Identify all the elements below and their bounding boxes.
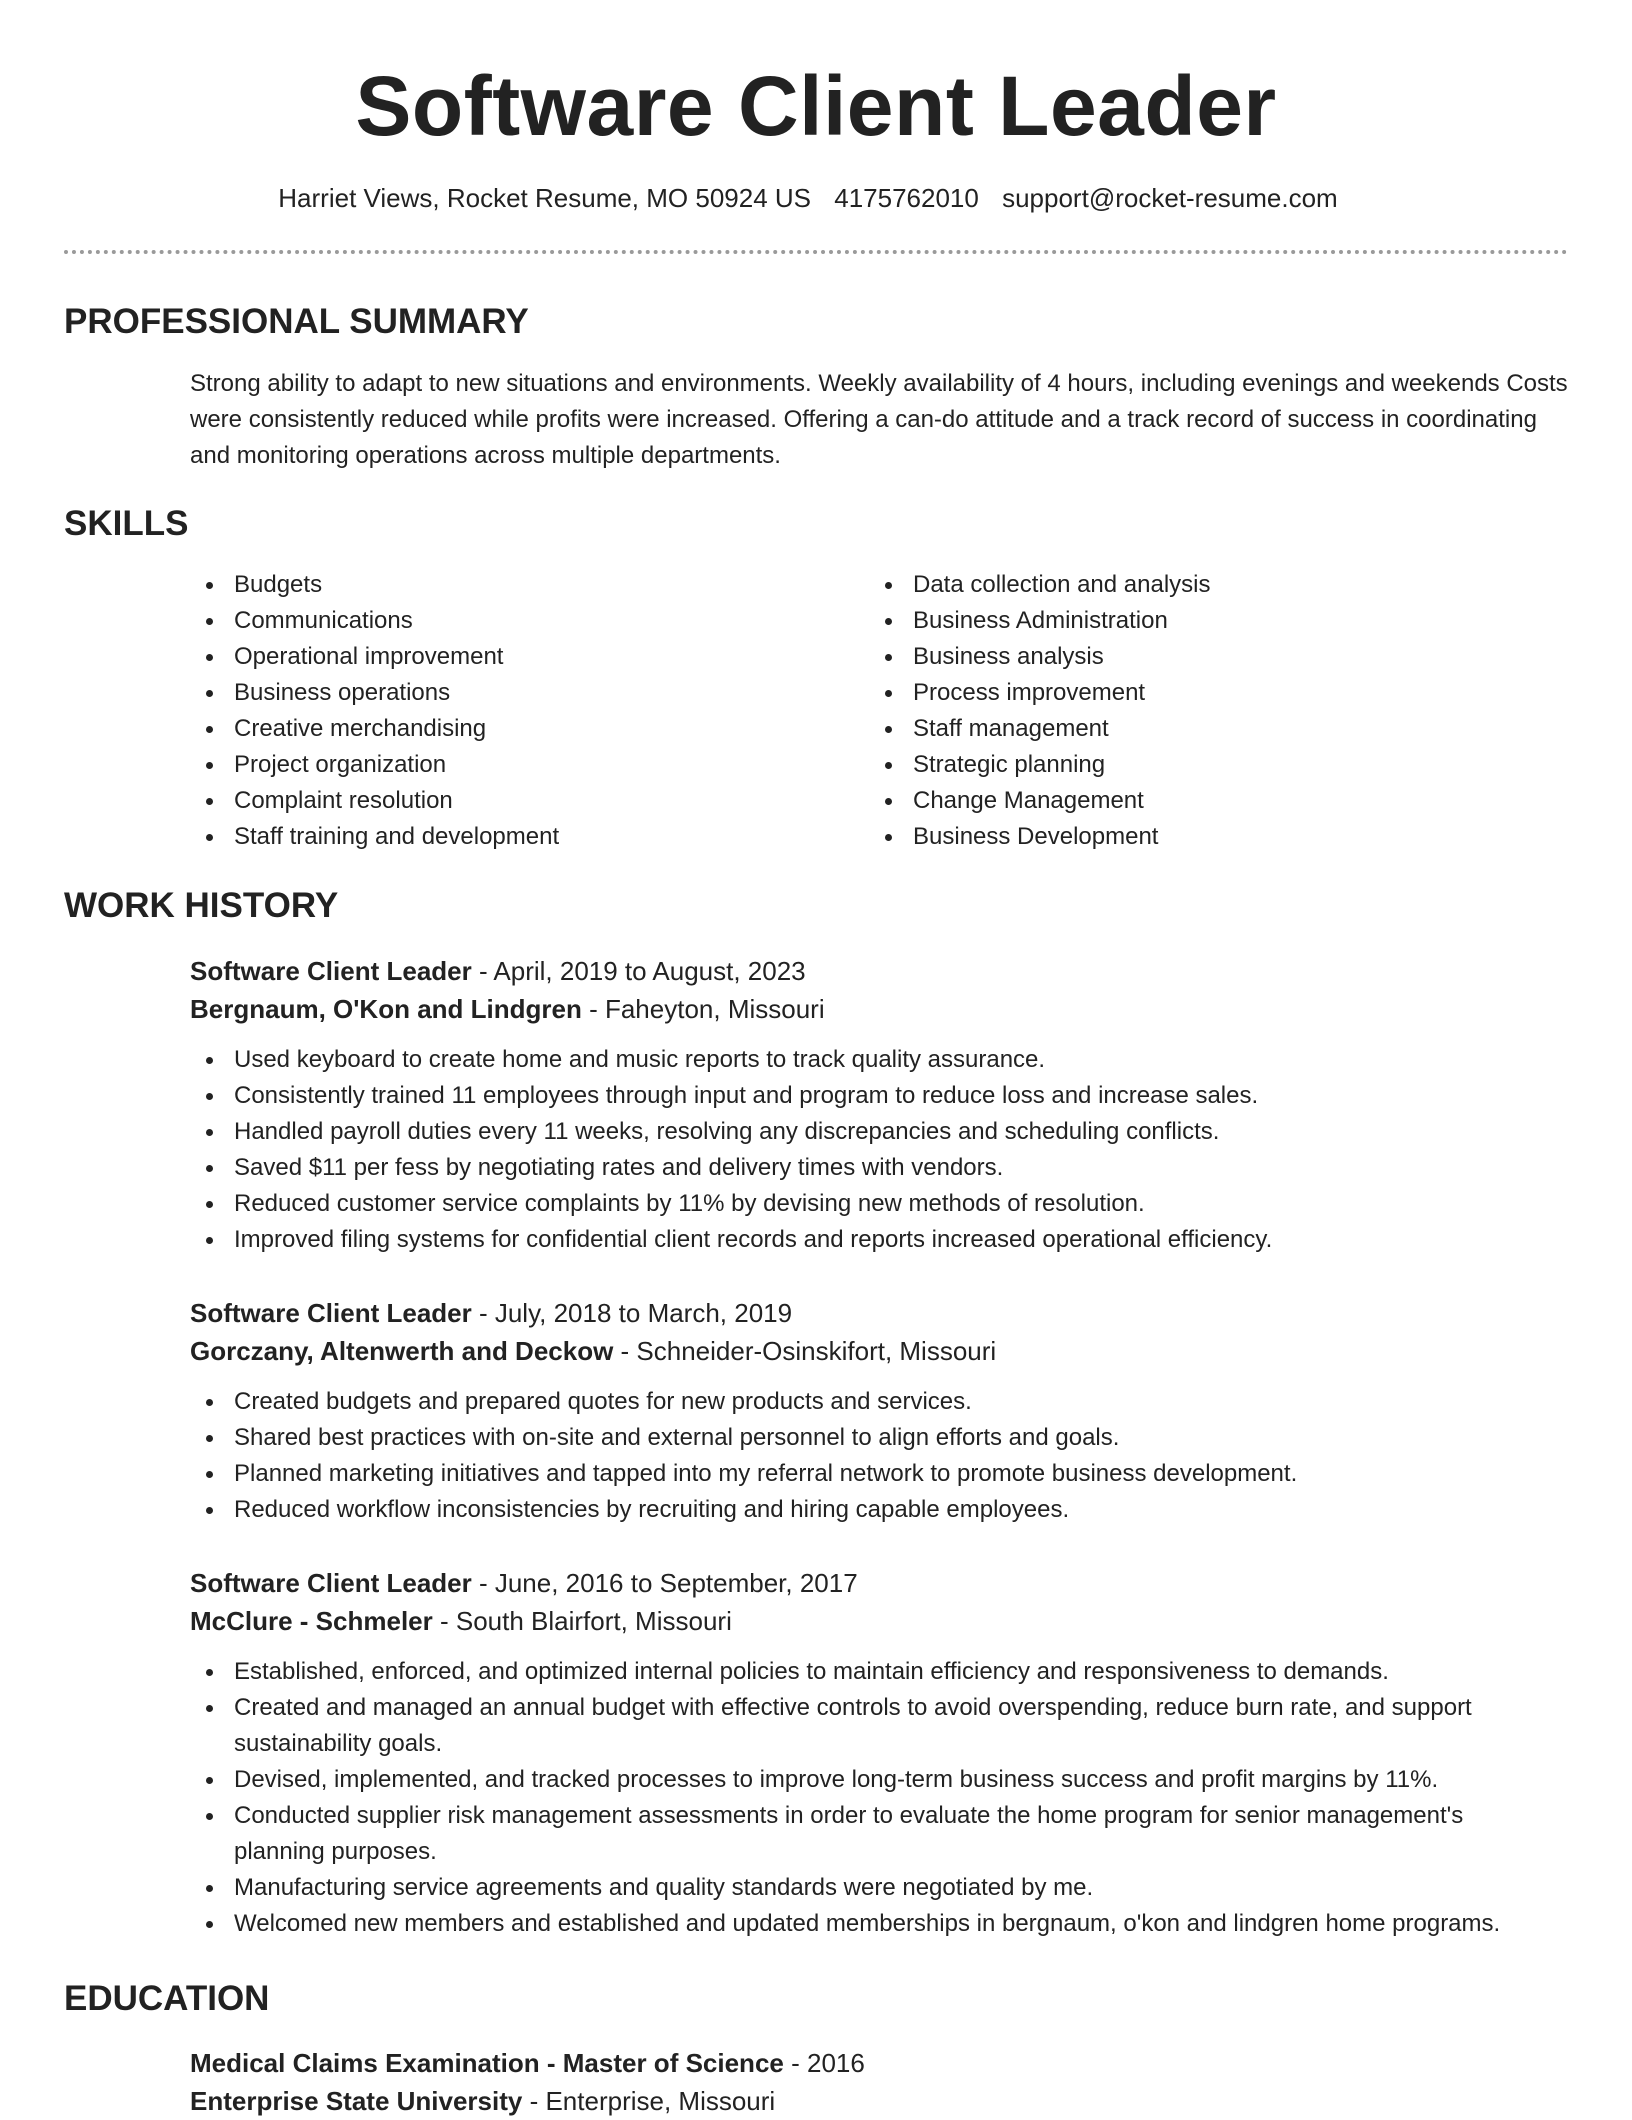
school-line bbox=[190, 2082, 1590, 2120]
job-role: Software Client Leader bbox=[190, 956, 472, 986]
job-entry bbox=[190, 1294, 1590, 1528]
skill-item: Data collection and analysis bbox=[869, 567, 1569, 603]
job-company: McClure - Schmeler bbox=[190, 1606, 433, 1636]
job-duty: Handled payroll duties every 11 weeks, resolving any discrepancies and scheduling conflicts. bbox=[190, 1114, 1550, 1150]
job-duty: Conducted supplier risk management assessments in order to evaluate the home program for senior management's planning purposes. bbox=[190, 1798, 1550, 1870]
job-entry bbox=[190, 1564, 1590, 1942]
contact-line bbox=[0, 180, 1616, 216]
job-title-line bbox=[190, 1564, 1590, 1602]
job-company: Gorczany, Altenwerth and Deckow bbox=[190, 1336, 614, 1366]
summary-text: Strong ability to adapt to new situations and environments. Weekly availability of 4 hours, including evenings and weekends Costs were consistently reduced while profits were increased. Offering a can-do attitude and a track record of success in coordinating and monitoring operations across multiple departments. bbox=[190, 370, 1568, 469]
job-company-line bbox=[190, 1602, 1590, 1640]
skills-list-left bbox=[190, 567, 840, 855]
job-duty: Created budgets and prepared quotes for new products and services. bbox=[190, 1384, 1550, 1420]
job-dates: - July, 2018 to March, 2019 bbox=[471, 1298, 793, 1328]
skill-item: Business Administration bbox=[869, 603, 1569, 639]
job-role: Software Client Leader bbox=[190, 1568, 472, 1598]
degree-line bbox=[190, 2044, 1590, 2082]
job-location: - Faheyton, Missouri bbox=[581, 994, 825, 1024]
job-company: Bergnaum, O'Kon and Lindgren bbox=[190, 994, 582, 1024]
skill-item: Strategic planning bbox=[869, 747, 1569, 783]
header-divider bbox=[64, 250, 1568, 254]
job-duties bbox=[190, 1042, 1550, 1258]
job-title-line bbox=[190, 1294, 1590, 1332]
contact-phone: 4175762010 bbox=[834, 183, 979, 213]
job-duty: Used keyboard to create home and music reports to track quality assurance. bbox=[190, 1042, 1550, 1078]
degree-year: - 2016 bbox=[783, 2048, 865, 2078]
education-heading: EDUCATION bbox=[64, 1979, 270, 2018]
skill-item: Business operations bbox=[190, 675, 840, 711]
skills-list-right bbox=[869, 567, 1569, 855]
skill-item: Staff management bbox=[869, 711, 1569, 747]
job-title-line bbox=[190, 952, 1590, 990]
school-location: - Enterprise, Missouri bbox=[522, 2086, 776, 2116]
work-history-heading: WORK HISTORY bbox=[64, 886, 339, 925]
skill-item: Communications bbox=[190, 603, 840, 639]
job-duty: Established, enforced, and optimized internal policies to maintain efficiency and responsiveness to demands. bbox=[190, 1654, 1550, 1690]
job-duty: Improved filing systems for confidential client records and reports increased operational efficiency. bbox=[190, 1222, 1550, 1258]
job-company-line bbox=[190, 990, 1590, 1028]
summary-heading: PROFESSIONAL SUMMARY bbox=[64, 302, 529, 341]
job-duty: Devised, implemented, and tracked processes to improve long-term business success and profit margins by 11%. bbox=[190, 1762, 1550, 1798]
skill-item: Complaint resolution bbox=[190, 783, 840, 819]
job-duty: Welcomed new members and established and updated memberships in bergnaum, o'kon and lindgren home programs. bbox=[190, 1906, 1550, 1942]
job-dates: - June, 2016 to September, 2017 bbox=[471, 1568, 858, 1598]
job-duty: Created and managed an annual budget with effective controls to avoid overspending, reduce burn rate, and support sustainability goals. bbox=[190, 1690, 1550, 1762]
job-entry bbox=[190, 952, 1590, 1258]
job-duty: Manufacturing service agreements and quality standards were negotiated by me. bbox=[190, 1870, 1550, 1906]
job-duty: Planned marketing initiatives and tapped into my referral network to promote business development. bbox=[190, 1456, 1550, 1492]
contact-address: Harriet Views, Rocket Resume, MO 50924 US bbox=[278, 183, 812, 213]
skill-item: Process improvement bbox=[869, 675, 1569, 711]
job-location: - Schneider-Osinskifort, Missouri bbox=[613, 1336, 997, 1366]
skill-item: Project organization bbox=[190, 747, 840, 783]
skill-item: Change Management bbox=[869, 783, 1569, 819]
job-duty: Shared best practices with on-site and external personnel to align efforts and goals. bbox=[190, 1420, 1550, 1456]
skill-item: Operational improvement bbox=[190, 639, 840, 675]
education-entry bbox=[190, 2044, 1590, 2120]
resume-title: Software Client Leader bbox=[355, 59, 1277, 153]
degree-name: Medical Claims Examination - Master of Science bbox=[190, 2048, 784, 2078]
job-dates: - April, 2019 to August, 2023 bbox=[471, 956, 806, 986]
skills-heading: SKILLS bbox=[64, 504, 189, 543]
job-duties bbox=[190, 1654, 1550, 1942]
job-duty: Reduced workflow inconsistencies by recruiting and hiring capable employees. bbox=[190, 1492, 1550, 1528]
contact-email[interactable]: support@rocket-resume.com bbox=[1002, 183, 1338, 213]
skill-item: Business Development bbox=[869, 819, 1569, 855]
skill-item: Staff training and development bbox=[190, 819, 840, 855]
skill-item: Budgets bbox=[190, 567, 840, 603]
job-duty: Reduced customer service complaints by 11% by devising new methods of resolution. bbox=[190, 1186, 1550, 1222]
job-role: Software Client Leader bbox=[190, 1298, 472, 1328]
skill-item: Business analysis bbox=[869, 639, 1569, 675]
job-duties bbox=[190, 1384, 1550, 1528]
job-company-line bbox=[190, 1332, 1590, 1370]
job-location: - South Blairfort, Missouri bbox=[432, 1606, 732, 1636]
skill-item: Creative merchandising bbox=[190, 711, 840, 747]
job-duty: Consistently trained 11 employees through input and program to reduce loss and increase sales. bbox=[190, 1078, 1550, 1114]
job-duty: Saved $11 per fess by negotiating rates and delivery times with vendors. bbox=[190, 1150, 1550, 1186]
school-name: Enterprise State University bbox=[190, 2086, 523, 2116]
